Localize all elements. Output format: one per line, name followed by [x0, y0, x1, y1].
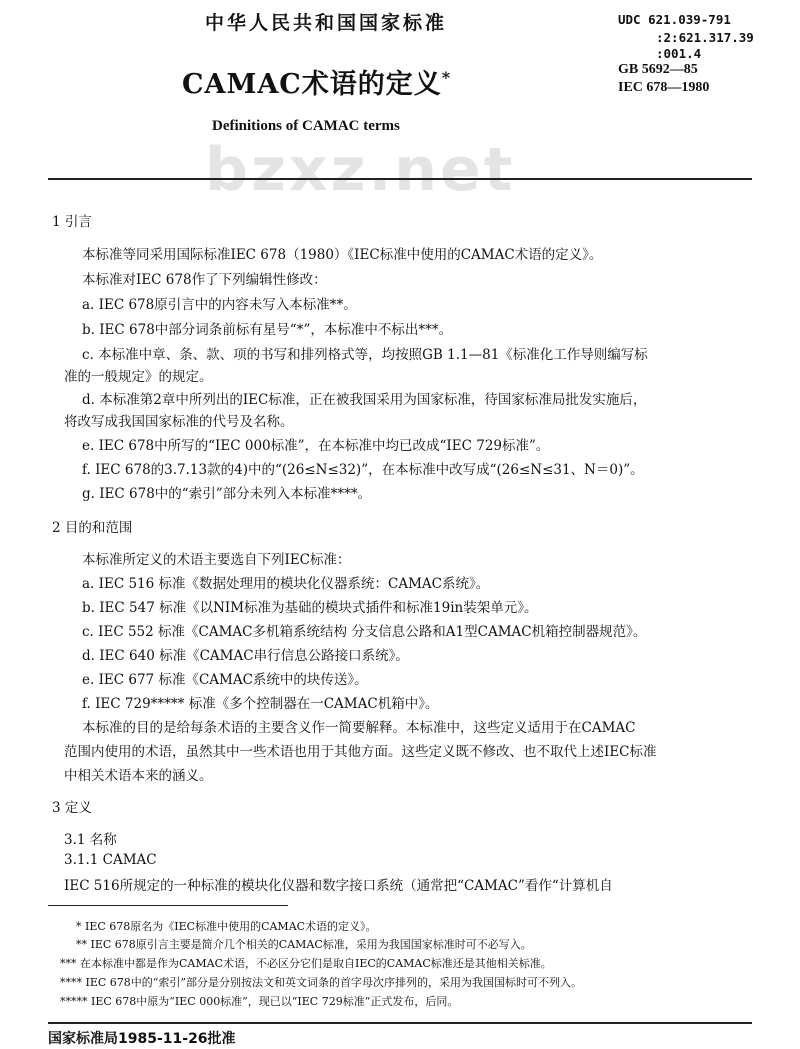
- footnote: ** IEC 678原引言主要是简介几个相关的CAMAC标准，采用为我国国家标准时可不必写入。: [76, 938, 532, 951]
- list-item-cont: 准的一般规定》的规定。: [64, 369, 213, 385]
- footer-rule: [48, 1022, 752, 1024]
- title-footnote-mark: *: [441, 68, 452, 87]
- list-item: c. 本标准中章、条、款、项的书写和排列格式等，均按照GB 1.1—81《标准化工作导则编写标: [82, 347, 648, 363]
- list-item: b. IEC 547 标准《以NIM标准为基础的模块式插件和标准19in装架单元》。: [82, 600, 538, 616]
- list-item: d. IEC 640 标准《CAMAC串行信息公路接口系统》。: [82, 648, 409, 664]
- body-line-cont: 范围内使用的术语，虽然其中一些术语也用于其他方面。这些定义既不修改、也不取代上述IEC标准: [64, 744, 657, 760]
- term-heading: 3.1.1 CAMAC: [64, 852, 157, 868]
- list-item: f. IEC 729***** 标准《多个控制器在一CAMAC机箱中》。: [82, 696, 439, 712]
- list-item: f. IEC 678的3.7.13款的4)中的“(26≤N≤32)”，在本标准中改写成“(26≤N≤31、N＝0)”。: [82, 462, 644, 478]
- footnote: * IEC 678原名为《IEC标准中使用的CAMAC术语的定义》。: [76, 920, 377, 933]
- footnote-rule: [48, 905, 288, 906]
- list-item: e. IEC 678中所写的“IEC 000标准”，在本标准中均已改成“IEC 729标准”。: [82, 438, 550, 454]
- section-1-heading: 1 引言: [52, 214, 92, 230]
- udc-code-3: :001.4: [656, 46, 702, 61]
- document-subtitle: Definitions of CAMAC terms: [212, 118, 400, 134]
- body-line: IEC 516所规定的一种标准的模块化仪器和数字接口系统（通常把“CAMAC”看作“计算机自: [64, 878, 613, 894]
- body-line: 本标准所定义的术语主要选自下列IEC标准：: [82, 552, 351, 568]
- body-line-cont: 中相关术语本来的涵义。: [64, 768, 213, 784]
- footnote: ***** IEC 678中原为“IEC 000标准”，现已以“IEC 729标准”正式发布，后同。: [60, 995, 459, 1008]
- list-item: c. IEC 552 标准《CAMAC多机箱系统结构 分支信息公路和A1型CAMAC机箱控制器规范》。: [82, 624, 647, 640]
- list-item-cont: 将改写成我国国家标准的代号及名称。: [64, 414, 294, 430]
- watermark: bzxz.net: [205, 135, 516, 205]
- footnote: *** 在本标准中都是作为CAMAC术语，不必区分它们是取自IEC的CAMAC标准还是其他相关标准。: [60, 957, 552, 970]
- footnote: **** IEC 678中的“索引”部分是分别按法文和英文词条的首字母次序排列的，采用为我国国标时可不列入。: [60, 976, 583, 989]
- body-line: 本标准的目的是给每条术语的主要含义作一简要解释。本标准中，这些定义适用于在CAMAC: [82, 720, 636, 736]
- subsection-heading: 3.1 名称: [64, 832, 117, 848]
- list-item: b. IEC 678中部分词条前标有星号“*”，本标准中不标出***。: [82, 322, 453, 338]
- list-item: g. IEC 678中的“索引”部分未列入本标准****。: [82, 486, 372, 502]
- list-item: d. 本标准第2章中所列出的IEC标准，正在被我国采用为国家标准，待国家标准局批发实施后，: [82, 392, 647, 408]
- header-rule: [48, 178, 752, 180]
- approval-line: 国家标准局1985-11-26批准: [48, 1031, 236, 1047]
- list-item: e. IEC 677 标准《CAMAC系统中的块传送》。: [82, 672, 368, 688]
- gb-code: GB 5692—85: [618, 62, 698, 77]
- section-2-heading: 2 目的和范围: [52, 520, 133, 536]
- list-item: a. IEC 516 标准《数据处理用的模块化仪器系统：CAMAC系统》。: [82, 576, 490, 592]
- body-line: 本标准对IEC 678作了下列编辑性修改：: [82, 272, 327, 288]
- udc-code-2: :2:621.317.39: [656, 30, 754, 45]
- body-line: 本标准等同采用国际标准IEC 678（1980）《IEC标准中使用的CAMAC术语的定义》。: [82, 247, 603, 263]
- standard-name: 中华人民共和国国家标准: [205, 12, 448, 34]
- list-item: a. IEC 678原引言中的内容未写入本标准**。: [82, 297, 357, 313]
- document-title: CAMAC术语的定义*: [182, 68, 452, 100]
- section-3-heading: 3 定义: [52, 800, 92, 816]
- iec-code: IEC 678—1980: [618, 80, 710, 95]
- udc-code: UDC 621.039-791: [618, 12, 731, 27]
